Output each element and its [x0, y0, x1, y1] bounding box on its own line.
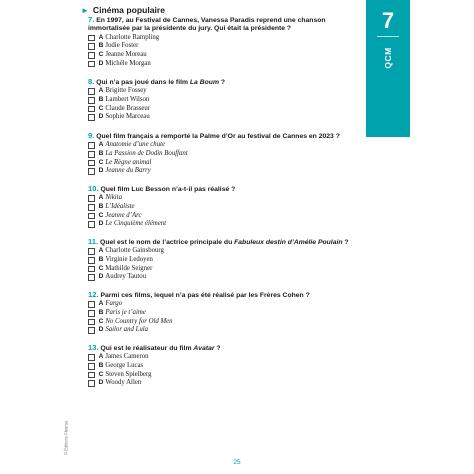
answer-option[interactable]: D Michèle Morgan [88, 60, 356, 69]
answer-option[interactable]: C Steven Spielberg [88, 371, 356, 380]
answer-option[interactable]: C Claude Brasseur [88, 105, 356, 114]
chapter-label: QCM [383, 47, 393, 69]
question-number: 12. [88, 290, 99, 299]
checkbox[interactable] [88, 257, 95, 264]
answer-option[interactable]: C Mathilde Seigner [88, 265, 356, 274]
checkbox[interactable] [88, 168, 95, 175]
question-title: 10. Quel film Luc Besson n’a-t-il pas réalisé ? [88, 184, 236, 193]
answer-option[interactable]: D Sailor and Lula [88, 326, 356, 335]
checkbox[interactable] [88, 301, 95, 308]
checkbox[interactable] [88, 52, 95, 59]
tab-divider [377, 36, 399, 37]
question-title: 11. Quel est le nom de l’actrice principale du Fabuleux destin d’Amélie Poulain ? [88, 237, 349, 246]
answer-option[interactable]: B Paris je t’aime [88, 309, 356, 318]
page-number: 25 [233, 459, 241, 466]
question-title: 8. Qui n’a pas joué dans le film La Boum ? [88, 77, 226, 86]
checkbox[interactable] [88, 248, 95, 255]
answer-option[interactable]: C Jeanne d’Arc [88, 212, 356, 221]
answer-option[interactable]: B La Passion de Dodin Bouffant [88, 150, 356, 159]
answer-option[interactable]: B L’Idéaliste [88, 203, 356, 212]
chapter-tab [366, 0, 410, 137]
checkbox[interactable] [88, 380, 95, 387]
checkbox[interactable] [88, 114, 95, 121]
answer-option[interactable]: B George Lucas [88, 362, 356, 371]
checkbox[interactable] [88, 266, 95, 273]
question-number: 10. [88, 184, 99, 193]
checkbox[interactable] [88, 372, 95, 379]
checkbox[interactable] [88, 204, 95, 211]
question-title: 7. En 1997, au Festival de Cannes, Vanessa Paradis reprend une chanson immortalisée par la présidente du jury. Qui était la présidente ? [88, 15, 326, 33]
copyright-notice: © Éditions Fleurus [63, 420, 69, 456]
question-number: 11. [88, 237, 99, 246]
checkbox[interactable] [88, 61, 95, 68]
question-number: 8. [88, 77, 95, 86]
answer-option[interactable]: B Virginie Ledoyen [88, 256, 356, 265]
question-9 [88, 132, 356, 176]
triangle-right-icon: ► [81, 6, 89, 15]
question-10 [88, 185, 356, 229]
checkbox[interactable] [88, 43, 95, 50]
answer-option[interactable]: B Lambert Wilson [88, 96, 356, 105]
question-number: 13. [88, 343, 99, 352]
checkbox[interactable] [88, 213, 95, 220]
answer-option[interactable]: A Fargo [88, 300, 356, 309]
checkbox[interactable] [88, 195, 95, 202]
checkbox[interactable] [88, 88, 95, 95]
checkbox[interactable] [88, 35, 95, 42]
answer-option[interactable]: D Sophie Marceau [88, 113, 356, 122]
answer-option[interactable]: A Anatomie d’une chute [88, 141, 356, 150]
question-title: 12. Parmi ces films, lequel n’a pas été réalisé par les Frères Cohen ? [88, 290, 310, 299]
question-title: 9. Quel film français a remporté la Palme d’Or au festival de Cannes en 2023 ? [88, 131, 340, 140]
checkbox[interactable] [88, 160, 95, 167]
checkbox[interactable] [88, 363, 95, 370]
checkbox[interactable] [88, 221, 95, 228]
checkbox[interactable] [88, 106, 95, 113]
question-8 [88, 78, 356, 122]
answer-option[interactable]: D Le Cinquième élément [88, 220, 356, 229]
question-11 [88, 238, 356, 282]
checkbox[interactable] [88, 319, 95, 326]
answer-option[interactable]: A Brigitte Fossey [88, 87, 356, 96]
question-number: 7. [88, 15, 95, 24]
checkbox[interactable] [88, 97, 95, 104]
question-7 [88, 16, 356, 68]
answer-option[interactable]: C Jeanne Moreau [88, 51, 356, 60]
answer-option[interactable]: D Audrey Tautou [88, 273, 356, 282]
answer-option[interactable]: A Nikita [88, 194, 356, 203]
section-heading [81, 5, 165, 15]
answer-option[interactable]: D Woody Allen [88, 379, 356, 388]
answer-option[interactable]: A Charlotte Gainsbourg [88, 247, 356, 256]
checkbox[interactable] [88, 274, 95, 281]
checkbox[interactable] [88, 142, 95, 149]
answer-option[interactable]: A Charlotte Rampling [88, 34, 356, 43]
checkbox[interactable] [88, 151, 95, 158]
question-12 [88, 291, 356, 335]
question-13 [88, 344, 356, 388]
answer-option[interactable]: A James Cameron [88, 353, 356, 362]
checkbox[interactable] [88, 327, 95, 334]
checkbox[interactable] [88, 310, 95, 317]
answer-option[interactable]: B Jodie Foster [88, 42, 356, 51]
checkbox[interactable] [88, 354, 95, 361]
chapter-number: 7 [381, 8, 395, 33]
question-title: 13. Qui est le réalisateur du film Avatar ? [88, 343, 221, 352]
answer-option[interactable]: C Le Règne animal [88, 159, 356, 168]
answer-option[interactable]: C No Country for Old Men [88, 318, 356, 327]
answer-option[interactable]: D Jeanne du Barry [88, 167, 356, 176]
question-number: 9. [88, 131, 95, 140]
section-title: Cinéma populaire [92, 5, 166, 15]
